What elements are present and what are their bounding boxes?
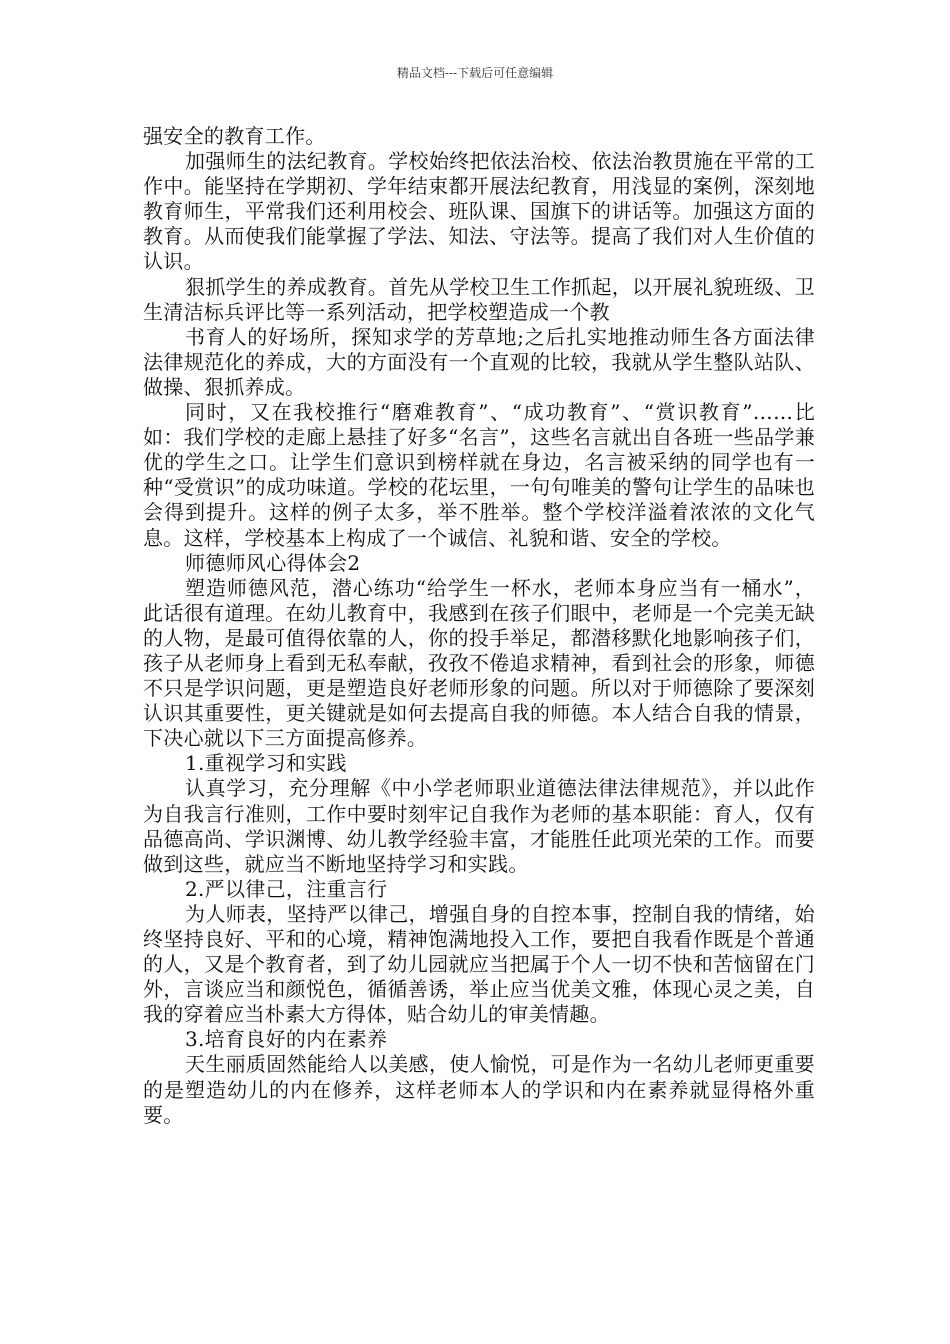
paragraph-9: 认真学习，充分理解《中小学老师职业道德法律法律规范》，并以此作为自我言行准则，工作中要时刻牢记自我作为老师的基本职能：育人，仅有品德高尚、学识渊博、幼儿教学经验丰富，才能胜任此项光荣的工作。而要做到这些，就应当不断地坚持学习和实践。 [143,776,815,876]
paragraph-5: 同时，又在我校推行“磨难教育”、“成功教育”、“赏识教育”……比如：我们学校的走廊上悬挂了好多“名言”，这些名言就出自各班一些品学兼优的学生之口。让学生们意识到榜样就在身边，名言被采纳的同学也有一种“受赏识”的成功味道。学校的花坛里，一句句唯美的警句让学生的品味也会得到提升。这样的例子太多，举不胜举。整个学校洋溢着浓浓的文化气息。这样，学校基本上构成了一个诚信、礼貌和谐、安全的学校。 [143,400,815,550]
paragraph-7: 塑造师德风范，潜心练功“给学生一杯水，老师本身应当有一桶水”，此话很有道理。在幼儿教育中，我感到在孩子们眼中，老师是一个完美无缺的人物，是最可值得依靠的人，你的投手举足，都潜移默化地影响孩子们，孩子从老师身上看到无私奉献，孜孜不倦追求精神，看到社会的形象，师德不只是学识问题，更是塑造良好老师形象的问题。所以对于师德除了要深刻认识其重要性，更关键就是如何去提高自我的师德。本人结合自我的情景，下决心就以下三方面提高修养。 [143,575,815,751]
paragraph-2: 加强师生的法纪教育。学校始终把依法治校、依法治教贯施在平常的工作中。能坚持在学期初、学年结束都开展法纪教育，用浅显的案例，深刻地教育师生，平常我们还利用校会、班队课、国旗下的讲话等。加强这方面的教育。从而使我们能掌握了学法、知法、守法等。提高了我们对人生价值的认识。 [143,149,815,274]
subheading-2: 2.严以律己，注重言行 [185,876,388,901]
subheading-1: 1.重视学习和实践 [185,751,347,776]
document-body [143,124,815,1128]
paragraph-3: 狠抓学生的养成教育。首先从学校卫生工作抓起，以开展礼貌班级、卫生清洁标兵评比等一系列活动，把学校塑造成一个教 [143,274,815,324]
paragraph-13: 天生丽质固然能给人以美感，使人愉悦，可是作为一名幼儿老师更重要的是塑造幼儿的内在修养，这样老师本人的学识和内在素养就显得格外重要。 [143,1052,815,1127]
paragraph-4: 书育人的好场所，探知求学的芳草地;之后扎实地推动师生各方面法律法律规范化的养成，大的方面没有一个直观的比较，我就从学生整队站队、做操、狠抓养成。 [143,324,815,399]
section-heading-2: 师德师风心得体会2 [185,550,361,575]
page-header: 精品文档---下载后可任意编辑 [396,66,554,80]
paragraph-1: 强安全的教育工作。 [143,124,326,148]
subheading-3: 3.培育良好的内在素养 [185,1027,388,1052]
paragraph-11: 为人师表，坚持严以律己，增强自身的自控本事，控制自我的情绪，始终坚持良好、平和的心境，精神饱满地投入工作，要把自我看作既是个普通的人，又是个教育者，到了幼儿园就应当把属于个人一切不快和苦恼留在门外，言谈应当和颜悦色，循循善诱，举止应当优美文雅，体现心灵之美，自我的穿着应当朴素大方得体，贴合幼儿的审美情趣。 [143,901,815,1027]
